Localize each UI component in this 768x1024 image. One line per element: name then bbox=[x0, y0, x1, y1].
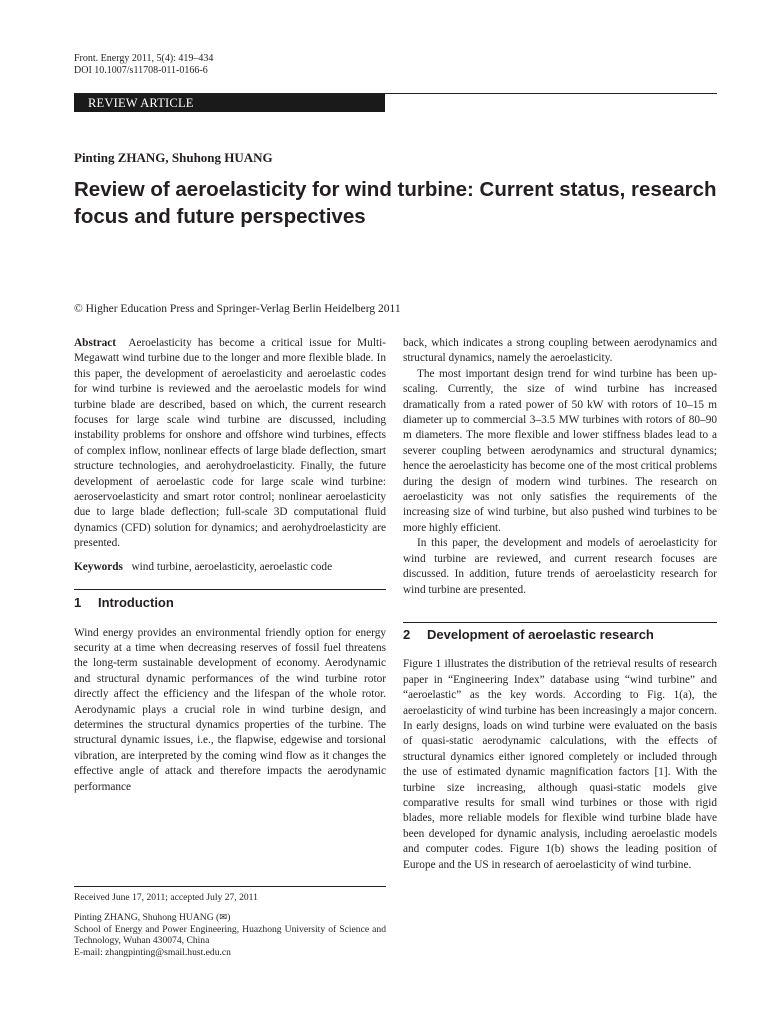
introduction-paragraph: Wind energy provides an environmental friendly option for energy security at a time when decreasing reserves of fossil fuel threatens the long-term sustainable development of economy. Aerodynamic and structural dynamic performances of the wind turbine rotor directly affect the efficiency and the lifespan of the whole rotor. Aerodynamic plays a crucial role in wind turbine design, and determines the structural dynamics properties of the turbine. The structural dynamic issues, i.e., the flapwise, edgewise and torsional vibration, are interpreted by the coming wind flow as it changes the effective angle of attack and therefore impacts the aerodynamic performance bbox=[74, 626, 386, 793]
section-2-title: Development of aeroelastic research bbox=[427, 626, 654, 642]
development-paragraph: Figure 1 illustrates the distribution of the retrieval results of research paper in “Engineering Index” database using “wind turbine” and “aeroelastic” as the key words. According to Fig. 1(a), the aeroelasticity of wind turbine has been increasingly a major concern. In early designs, loads on wind turbine were evaluated on the basis of quasi-static aerodynamic calculations, with the effects of structural dynamics either ignored completely or included through the use of estimated dynamic magnification factors [1]. With the turbine size increasing, although quasi-static models give comparative results for small wind turbines or those with rigid blades, more reliable models for flexible wind turbine blade have been developed for dynamic analysis, including aeroelastic models and computer codes. Figure 1(b) shows the leading position of Europe and the US in research of aeroelasticity of wind turbine. bbox=[403, 658, 717, 871]
journal-citation: Front. Energy 2011, 5(4): 419–434 bbox=[74, 53, 214, 64]
article-title: Review of aeroelasticity for wind turbine: Current status, research focus and future perspectives bbox=[74, 178, 717, 228]
article-type-badge: REVIEW ARTICLE bbox=[74, 94, 385, 112]
abstract-label: Abstract bbox=[74, 337, 117, 349]
section-1-rule bbox=[74, 589, 386, 590]
copyright-notice: © Higher Education Press and Springer-Verlag Berlin Heidelberg 2011 bbox=[74, 303, 401, 315]
right-column bbox=[403, 336, 717, 873]
section-2-rule bbox=[403, 622, 717, 623]
journal-header bbox=[74, 53, 213, 77]
section-1-title: Introduction bbox=[98, 595, 174, 611]
doi[interactable]: DOI 10.1007/s11708-011-0166-6 bbox=[74, 65, 208, 76]
keywords-label: Keywords bbox=[74, 560, 123, 573]
abstract-text: Aeroelasticity has become a critical issue for Multi-Megawatt wind turbine due to the longer and more flexible blade. In this paper, the development of aeroelasticity and aeroelastic codes for wind turbine is reviewed and the aeroelastic models for wind turbine blade are described, based on which, the current research focuses for large scale wind turbine are discussed, including instability problems for onshore and offshore wind turbines, effects of complex inflow, nonlinear effects of large blade deflection, smart structure technologies, and aerohydroelasticity. Finally, the future development of aeroelastic code for large scale wind turbine: aeroservoelasticity and smart rotor control; nonlinear aeroelasticity due to large blade deflection; full-scale 3D computational fluid dynamics (CFD) solution for dynamics; and aerohydroelasticity are presented. bbox=[74, 337, 386, 550]
continued-paragraph: back, which indicates a strong coupling between aerodynamics and structural dynamics, namely the aeroelasticity. bbox=[403, 337, 717, 365]
footnote-rule bbox=[74, 886, 386, 887]
section-1-number: 1 bbox=[74, 595, 82, 611]
author-contact bbox=[74, 912, 386, 958]
email[interactable]: E-mail: zhangpinting@smail.hust.edu.cn bbox=[74, 946, 231, 958]
authors: Pinting ZHANG, Shuhong HUANG bbox=[74, 150, 273, 165]
left-column bbox=[74, 336, 386, 795]
corresponding-authors: Pinting ZHANG, Shuhong HUANG (✉) bbox=[74, 912, 231, 923]
section-2-heading bbox=[403, 627, 717, 642]
keywords bbox=[74, 560, 386, 575]
section-2-number: 2 bbox=[403, 626, 411, 642]
received-date: Received June 17, 2011; accepted July 27, 2011 bbox=[74, 892, 258, 903]
upscaling-paragraph: The most important design trend for wind turbine has been up-scaling. Currently, the size of wind turbine has increased dramatically from a rated power of 50 kW with rotors of 10–15 m diameter up to commercial 3–3.5 MW turbines with rotors of 80–90 m diameters. The more flexible and lower stiffness blades lead to a severer coupling between aerodynamics and structural dynamics; hence the aeroelasticity has become one of the most critical problems during the design of modern wind turbines. The research on aeroelasticity was not only satisfies the requirements of the increasing size of wind turbine, but also pushed wind turbines to be more highly efficient. bbox=[403, 367, 717, 534]
affiliation: School of Energy and Power Engineering, Huazhong University of Science and Technology, Wuhan 430074, China bbox=[74, 923, 386, 946]
section-1-heading bbox=[74, 595, 386, 610]
keywords-text: wind turbine, aeroelasticity, aeroelastic code bbox=[131, 560, 333, 573]
paper-scope-paragraph: In this paper, the development and models of aeroelasticity for wind turbine are reviewed, and current research focuses are discussed. In addition, future trends of aeroelasticity research for wind turbine are presented. bbox=[403, 537, 717, 596]
abstract bbox=[74, 336, 386, 552]
